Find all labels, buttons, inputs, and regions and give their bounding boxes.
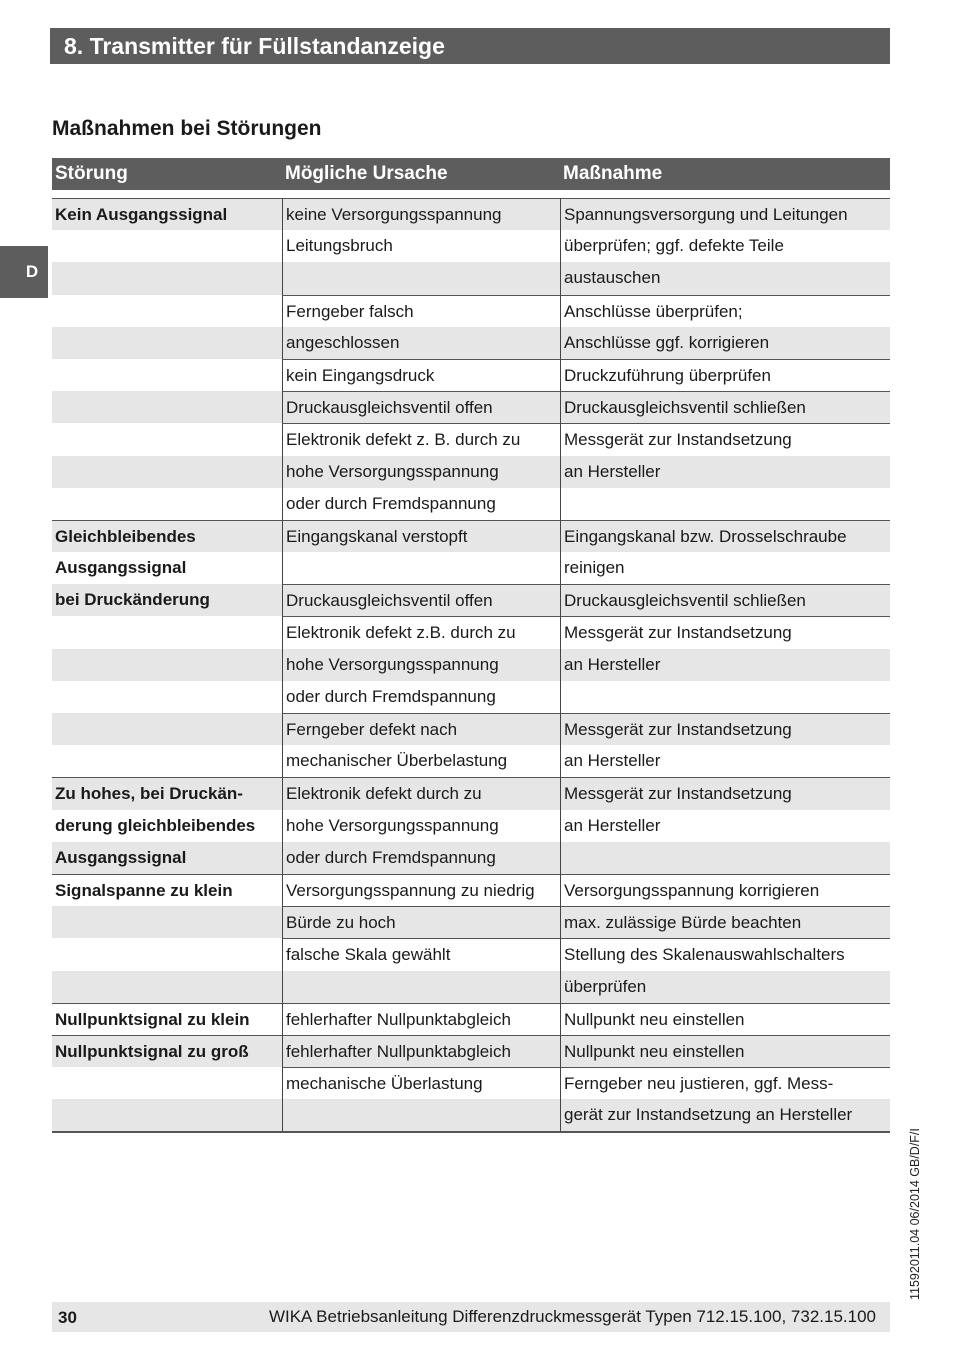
ursache-cell: mechanischer Überbelastung bbox=[282, 745, 560, 777]
table-row bbox=[52, 777, 890, 809]
header-ursache: Mögliche Ursache bbox=[285, 163, 448, 184]
ursache-cell: oder durch Fremdspannung bbox=[282, 842, 560, 874]
ursache-cell: Ferngeber defekt nach bbox=[282, 713, 560, 745]
table-row bbox=[52, 552, 890, 584]
table-row bbox=[52, 391, 890, 423]
table-row bbox=[52, 295, 890, 327]
stoerung-cell bbox=[52, 456, 282, 488]
massnahme-cell: Messgerät zur Instandsetzung bbox=[560, 616, 890, 648]
ursache-cell: Elektronik defekt z.B. durch zu bbox=[282, 616, 560, 648]
table-row bbox=[52, 359, 890, 391]
ursache-cell: falsche Skala gewählt bbox=[282, 938, 560, 970]
stoerung-cell: Ausgangssignal bbox=[55, 558, 187, 578]
table-row bbox=[52, 1035, 890, 1067]
ursache-cell: oder durch Fremdspannung bbox=[282, 681, 560, 713]
footer-text: WIKA Betriebsanleitung Differenzdruckmessgerät Typen 712.15.100, 732.15.100 bbox=[268, 1307, 876, 1326]
ursache-cell: hohe Versorgungsspannung bbox=[282, 649, 560, 681]
stoerung-cell bbox=[52, 359, 282, 391]
table-row bbox=[52, 1067, 890, 1099]
ursache-cell: Bürde zu hoch bbox=[282, 906, 560, 938]
stoerung-cell bbox=[52, 616, 282, 648]
stoerung-cell bbox=[52, 649, 282, 681]
table-row bbox=[52, 456, 890, 488]
stoerung-cell: bei Druckänderung bbox=[55, 590, 210, 610]
massnahme-cell: austauschen bbox=[560, 262, 890, 294]
stoerung-cell: Kein Ausgangssignal bbox=[52, 198, 282, 230]
footer bbox=[52, 1302, 890, 1332]
massnahme-cell: Spannungsversorgung und Leitungen bbox=[560, 198, 890, 230]
table-row bbox=[52, 1099, 890, 1131]
massnahme-cell: an Hersteller bbox=[560, 456, 890, 488]
ursache-cell: Druckausgleichsventil offen bbox=[282, 391, 560, 423]
ursache-cell: Druckausgleichsventil offen bbox=[282, 584, 560, 616]
stoerung-cell bbox=[52, 262, 282, 294]
stoerung-cell: Signalspanne zu klein bbox=[52, 874, 282, 906]
stoerung-cell bbox=[52, 391, 282, 423]
table-row bbox=[52, 745, 890, 777]
massnahme-cell: Druckausgleichsventil schließen bbox=[560, 584, 890, 616]
ursache-cell: angeschlossen bbox=[282, 327, 560, 359]
massnahme-cell: Druckausgleichsventil schließen bbox=[560, 391, 890, 423]
table-row bbox=[52, 327, 890, 359]
ursache-cell: kein Eingangsdruck bbox=[282, 359, 560, 391]
stoerung-cell bbox=[52, 488, 282, 520]
stoerung-cell: Nullpunktsignal zu groß bbox=[52, 1035, 282, 1067]
ursache-cell: Leitungsbruch bbox=[282, 230, 560, 262]
massnahme-cell: Stellung des Skalenauswahlschalters bbox=[560, 938, 890, 970]
table-row bbox=[52, 874, 890, 906]
massnahme-cell: Eingangskanal bzw. Drosselschraube bbox=[560, 520, 890, 552]
massnahme-cell: gerät zur Instandsetzung an Hersteller bbox=[560, 1099, 890, 1131]
ursache-cell: hohe Versorgungsspannung bbox=[282, 456, 560, 488]
massnahme-cell bbox=[560, 842, 890, 874]
massnahme-cell: reinigen bbox=[560, 552, 890, 584]
table-header bbox=[52, 158, 890, 190]
table-row bbox=[52, 681, 890, 713]
ursache-cell: Versorgungsspannung zu niedrig bbox=[282, 874, 560, 906]
stoerung-cell bbox=[52, 681, 282, 713]
massnahme-cell: Anschlüsse ggf. korrigieren bbox=[560, 327, 890, 359]
stoerung-cell: Ausgangssignal bbox=[55, 847, 187, 867]
ursache-cell: keine Versorgungsspannung bbox=[282, 198, 560, 230]
massnahme-cell: Messgerät zur Instandsetzung bbox=[560, 777, 890, 809]
table-row bbox=[52, 938, 890, 970]
massnahme-cell: Versorgungsspannung korrigieren bbox=[560, 874, 890, 906]
table-row bbox=[52, 584, 890, 616]
stoerung-cell bbox=[52, 230, 282, 262]
ursache-cell: oder durch Fremdspannung bbox=[282, 488, 560, 520]
stoerung-cell: Nullpunktsignal zu klein bbox=[52, 1003, 282, 1035]
table-row bbox=[52, 842, 890, 874]
stoerung-cell bbox=[52, 938, 282, 970]
table-row bbox=[52, 810, 890, 842]
massnahme-cell bbox=[560, 488, 890, 520]
massnahme-cell: an Hersteller bbox=[560, 745, 890, 777]
massnahme-cell: max. zulässige Bürde beachten bbox=[560, 906, 890, 938]
ursache-cell: fehlerhafter Nullpunktabgleich bbox=[282, 1003, 560, 1035]
massnahme-cell: an Hersteller bbox=[560, 649, 890, 681]
table-row bbox=[52, 1003, 890, 1035]
ursache-cell: Eingangskanal verstopft bbox=[282, 520, 560, 552]
stoerung-cell bbox=[52, 1067, 282, 1099]
ursache-cell bbox=[282, 552, 560, 584]
table-row bbox=[52, 971, 890, 1003]
stoerung-cell bbox=[52, 327, 282, 359]
header-massnahme: Maßnahme bbox=[563, 163, 663, 184]
troubleshooting-table bbox=[52, 158, 890, 1133]
table-row bbox=[52, 713, 890, 745]
stoerung-cell bbox=[52, 745, 282, 777]
massnahme-cell: Ferngeber neu justieren, ggf. Mess- bbox=[560, 1067, 890, 1099]
stoerung-cell bbox=[52, 295, 282, 327]
stoerung-cell: Zu hohes, bei Druckän- bbox=[52, 777, 282, 809]
language-tab: D bbox=[0, 246, 48, 298]
ursache-cell bbox=[282, 971, 560, 1003]
ursache-cell: Ferngeber falsch bbox=[282, 295, 560, 327]
stoerung-cell bbox=[52, 906, 282, 938]
table-row bbox=[52, 520, 890, 552]
stoerung-cell bbox=[52, 1099, 282, 1131]
table-body bbox=[52, 198, 890, 1133]
stoerung-cell bbox=[52, 423, 282, 455]
table-row bbox=[52, 198, 890, 230]
chapter-title: 8. Transmitter für Füllstandanzeige bbox=[50, 28, 890, 64]
stoerung-cell: derung gleichbleibendes bbox=[55, 815, 256, 835]
massnahme-cell bbox=[560, 681, 890, 713]
table-row bbox=[52, 616, 890, 648]
massnahme-cell: Messgerät zur Instandsetzung bbox=[560, 423, 890, 455]
header-stoerung: Störung bbox=[55, 163, 128, 184]
ursache-cell: Elektronik defekt durch zu bbox=[282, 777, 560, 809]
table-row bbox=[52, 230, 890, 262]
massnahme-cell: an Hersteller bbox=[560, 810, 890, 842]
ursache-cell bbox=[282, 262, 560, 294]
ursache-cell: mechanische Überlastung bbox=[282, 1067, 560, 1099]
section-title: Maßnahmen bei Störungen bbox=[52, 117, 322, 140]
massnahme-cell: Messgerät zur Instandsetzung bbox=[560, 713, 890, 745]
table-row bbox=[52, 906, 890, 938]
massnahme-cell: überprüfen; ggf. defekte Teile bbox=[560, 230, 890, 262]
stoerung-cell: Gleichbleibendes bbox=[52, 520, 282, 552]
massnahme-cell: Druckzuführung überprüfen bbox=[560, 359, 890, 391]
massnahme-cell: Nullpunkt neu einstellen bbox=[560, 1035, 890, 1067]
table-row bbox=[52, 649, 890, 681]
stoerung-cell bbox=[52, 713, 282, 745]
document-code: 11592011.04 06/2014 GB/D/F/I bbox=[908, 1128, 922, 1300]
massnahme-cell: Anschlüsse überprüfen; bbox=[560, 295, 890, 327]
page-number: 30 bbox=[58, 1308, 77, 1327]
ursache-cell: fehlerhafter Nullpunktabgleich bbox=[282, 1035, 560, 1067]
ursache-cell: Elektronik defekt z. B. durch zu bbox=[282, 423, 560, 455]
ursache-cell bbox=[282, 1099, 560, 1131]
stoerung-cell bbox=[52, 971, 282, 1003]
table-row bbox=[52, 262, 890, 294]
ursache-cell: hohe Versorgungsspannung bbox=[282, 810, 560, 842]
table-row bbox=[52, 488, 890, 520]
massnahme-cell: überprüfen bbox=[560, 971, 890, 1003]
table-row bbox=[52, 423, 890, 455]
massnahme-cell: Nullpunkt neu einstellen bbox=[560, 1003, 890, 1035]
